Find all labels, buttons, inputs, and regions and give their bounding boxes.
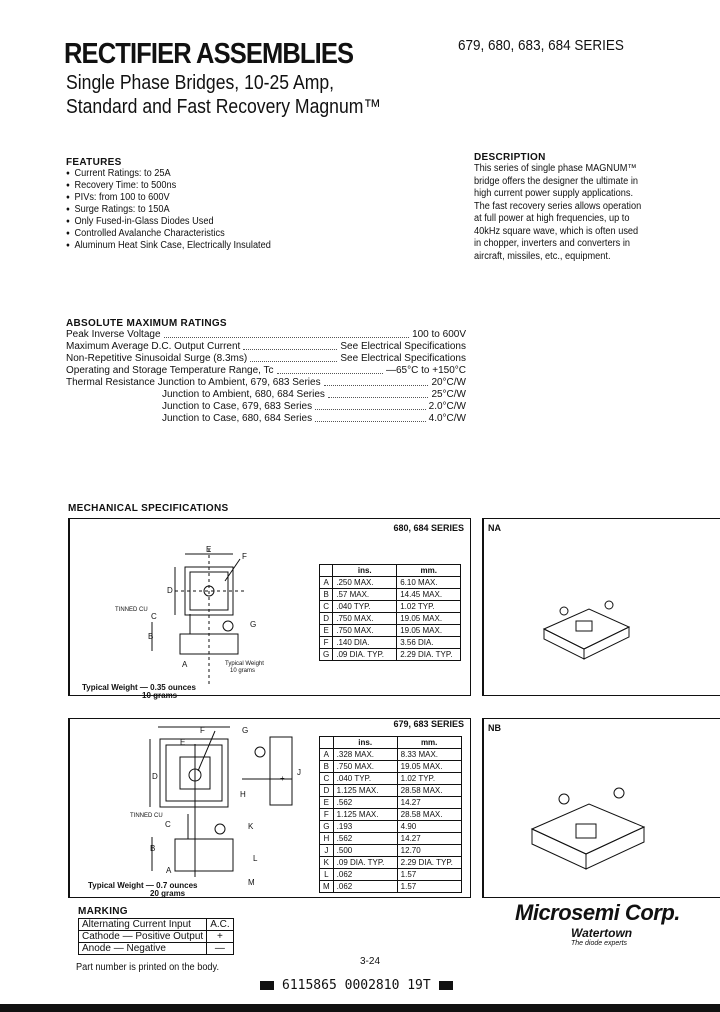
table-header-row: [320, 737, 462, 749]
dimension-table-679-683: [319, 736, 462, 893]
table-row: [320, 637, 461, 649]
subtitle-line-2: Standard and Fast Recovery Magnum™: [66, 96, 381, 118]
logo-tagline: The diode experts: [571, 940, 628, 947]
series-title: 679, 683 SERIES: [393, 719, 464, 729]
svg-text:J: J: [297, 768, 301, 777]
dimension-key: L: [320, 869, 334, 881]
rating-label: Operating and Storage Temperature Range, Tc: [66, 365, 274, 376]
logo-text: Microsemi Corp.: [515, 900, 680, 925]
barcode-block: [260, 981, 274, 990]
svg-text:G: G: [250, 620, 257, 629]
marking-row: [79, 943, 234, 955]
dimension-mm: 28.58 MAX.: [397, 809, 461, 821]
description-line: aircraft, missiles, etc., equipment.: [474, 250, 611, 262]
table-row: [320, 577, 461, 589]
dimension-key: C: [320, 601, 333, 613]
table-row: [320, 773, 462, 785]
leader-dots: [315, 401, 426, 410]
svg-text:C: C: [165, 820, 171, 829]
svg-text:F: F: [242, 552, 247, 561]
dimension-inches: .062: [333, 881, 397, 893]
dimension-mm: 12.70: [397, 845, 461, 857]
dimension-key: J: [320, 845, 334, 857]
feature-item: ● Recovery Time: to 500ns: [66, 180, 271, 192]
photo-label-na: NA: [488, 523, 501, 533]
dimension-key: D: [320, 785, 334, 797]
rating-value: 100 to 600V: [412, 329, 466, 340]
dimension-mm: 2.29 DIA. TYP.: [397, 857, 461, 869]
dimension-inches: .062: [333, 869, 397, 881]
weight-grams: 10 grams: [142, 691, 178, 700]
marking-row: [79, 919, 234, 931]
dimension-key: A: [320, 577, 333, 589]
feature-item: ● PIVs: from 100 to 600V: [66, 192, 271, 204]
leader-dots: [277, 365, 383, 374]
dimension-key: F: [320, 809, 334, 821]
rating-value: 25°C/W: [431, 389, 466, 400]
table-row: [320, 809, 462, 821]
dimension-key: D: [320, 613, 333, 625]
package-680-684-panel: [68, 518, 471, 700]
rating-row: [66, 413, 466, 425]
table-header-row: [320, 565, 461, 577]
rating-row: [66, 377, 466, 389]
marking-table: [78, 918, 234, 955]
feature-item: ● Aluminum Heat Sink Case, Electrically Insulated: [66, 240, 271, 252]
outline-drawing-679-683: [70, 719, 320, 899]
svg-text:B: B: [150, 844, 156, 853]
description-line: in chopper, inverters and converters in: [474, 238, 630, 249]
leader-dots: [243, 341, 337, 350]
rating-row: [66, 389, 466, 401]
dimension-mm: 14.27: [397, 833, 461, 845]
table-row: [320, 857, 462, 869]
table-row: [320, 613, 461, 625]
rating-row: [66, 365, 466, 377]
dimension-mm: 2.29 DIA. TYP.: [397, 649, 461, 661]
table-row: [320, 649, 461, 661]
photo-label-nb: NB: [488, 723, 501, 733]
package-679-683-panel: [68, 718, 471, 898]
svg-text:A: A: [182, 660, 188, 669]
description-line: high current power supply applications.: [474, 188, 634, 199]
features-section: [66, 157, 289, 252]
svg-text:H: H: [240, 790, 246, 799]
svg-text:D: D: [167, 586, 173, 595]
dimension-key: A: [320, 749, 334, 761]
dimension-inches: 1.125 MAX.: [333, 785, 397, 797]
dimension-key: C: [320, 773, 334, 785]
dimension-key: G: [320, 821, 334, 833]
description-line: at full power at high frequencies, up to: [474, 213, 630, 224]
features-heading: FEATURES: [66, 157, 122, 168]
package-nb-photo: [524, 769, 654, 879]
dimension-mm: 8.33 MAX.: [397, 749, 461, 761]
description-line: The fast recovery series allows operation: [474, 200, 642, 212]
rating-label: Junction to Case, 680, 684 Series: [162, 413, 313, 424]
dimension-inches: .562: [333, 797, 397, 809]
marking-description: Alternating Current Input: [79, 919, 207, 931]
dimension-key: B: [320, 761, 334, 773]
dimension-inches: .09 DIA. TYP.: [333, 649, 397, 661]
dimension-mm: 1.57: [397, 869, 461, 881]
feature-item: ● Only Fused-in-Glass Diodes Used: [66, 216, 271, 228]
features-list: [66, 168, 271, 252]
series-label: 679, 680, 683, 684 SERIES: [458, 37, 624, 54]
dimension-key: H: [320, 833, 334, 845]
mechanical-heading: MECHANICAL SPECIFICATIONS: [68, 503, 229, 514]
description-line: This series of single phase MAGNUM™: [474, 163, 637, 174]
dimension-table-680-684: [319, 564, 461, 661]
rating-value: 2.0°C/W: [428, 401, 466, 412]
dimension-mm: 19.05 MAX.: [397, 613, 461, 625]
rating-label: Thermal Resistance Junction to Ambient, 679, 683 Series: [66, 377, 321, 388]
header-blank: [320, 565, 333, 577]
microsemi-logo: [515, 900, 680, 947]
feature-item: ● Surge Ratings: to 150A: [66, 204, 271, 216]
dimension-inches: .562: [333, 833, 397, 845]
rating-label: Junction to Ambient, 680, 684 Series: [162, 389, 325, 400]
page-number: 3-24: [360, 956, 381, 967]
header-mm: mm.: [397, 565, 461, 577]
leader-dots: [324, 377, 429, 386]
marking-heading: MARKING: [78, 906, 128, 917]
table-row: [320, 589, 461, 601]
weight-ounces: Typical Weight — 0.7 ounces: [88, 881, 198, 890]
description-section: [474, 152, 704, 263]
dimension-mm: 6.10 MAX.: [397, 577, 461, 589]
dimension-key: E: [320, 625, 333, 637]
table-row: [320, 869, 462, 881]
page-title: RECTIFIER ASSEMBLIES: [64, 38, 354, 70]
dimension-inches: .250 MAX.: [333, 577, 397, 589]
rating-value: —65°C to +150°C: [386, 365, 466, 376]
marking-symbol: +: [207, 931, 233, 943]
dimension-inches: .500: [333, 845, 397, 857]
rating-row: [66, 341, 466, 353]
typical-weight: [88, 882, 198, 898]
description-line: 40kHz square wave, which is often used: [474, 225, 639, 237]
table-row: [320, 785, 462, 797]
leader-dots: [315, 413, 426, 422]
feature-item: ● Current Ratings: to 25A: [66, 168, 271, 180]
dimension-mm: 1.57: [397, 881, 461, 893]
dimension-mm: 4.90: [397, 821, 461, 833]
svg-text:L: L: [253, 854, 258, 863]
rating-label: Peak Inverse Voltage: [66, 329, 161, 340]
weight-ounces: Typical Weight — 0.35 ounces: [82, 683, 196, 692]
dimension-inches: .140 DIA.: [333, 637, 397, 649]
dimension-mm: 19.05 MAX.: [397, 761, 461, 773]
svg-text:G: G: [242, 726, 249, 735]
header-inches: ins.: [333, 737, 397, 749]
marking-row: [79, 931, 234, 943]
svg-text:A: A: [166, 866, 172, 875]
typical-weight: [82, 684, 196, 700]
marking-description: Cathode — Positive Output: [79, 931, 207, 943]
package-nb-photo-panel: [482, 718, 720, 898]
rating-label: Non-Repetitive Sinusoidal Surge (8.3ms): [66, 353, 248, 364]
rating-value: See Electrical Specifications: [340, 353, 466, 364]
rating-value: 20°C/W: [431, 377, 466, 388]
dimension-inches: .750 MAX.: [333, 761, 397, 773]
svg-text:K: K: [248, 822, 254, 831]
dimension-key: G: [320, 649, 333, 661]
leader-dots: [250, 353, 337, 362]
rating-value: See Electrical Specifications: [340, 341, 466, 352]
description-line: bridge offers the designer the ultimate in: [474, 175, 639, 187]
bottom-edge: [0, 1004, 720, 1012]
barcode-line: [260, 978, 453, 993]
svg-text:E: E: [206, 545, 212, 554]
rating-label: Junction to Case, 679, 683 Series: [162, 401, 313, 412]
table-row: [320, 845, 462, 857]
series-title: 680, 684 SERIES: [393, 523, 464, 533]
table-row: [320, 821, 462, 833]
dimension-mm: 19.05 MAX.: [397, 625, 461, 637]
dimension-inches: 1.125 MAX.: [333, 809, 397, 821]
leader-dots: [164, 329, 410, 338]
dimension-key: E: [320, 797, 334, 809]
dimension-inches: .57 MAX.: [333, 589, 397, 601]
small-weight-label: Typical Weight: [225, 661, 264, 667]
table-row: [320, 625, 461, 637]
tinned-cu-label: TINNED CU: [115, 607, 148, 613]
dimension-key: F: [320, 637, 333, 649]
dimension-mm: 14.45 MAX.: [397, 589, 461, 601]
header-blank: [320, 737, 334, 749]
dimension-inches: .328 MAX.: [333, 749, 397, 761]
ratings-heading: ABSOLUTE MAXIMUM RATINGS: [66, 318, 227, 329]
table-row: [320, 749, 462, 761]
leader-dots: [328, 389, 429, 398]
dimension-mm: 1.02 TYP.: [397, 773, 461, 785]
rating-label: Maximum Average D.C. Output Current: [66, 341, 241, 352]
rating-row: [66, 329, 466, 341]
svg-text:M: M: [248, 878, 255, 887]
table-row: [320, 881, 462, 893]
svg-text:E: E: [180, 738, 186, 747]
table-row: [320, 797, 462, 809]
feature-item: ● Controlled Avalanche Characteristics: [66, 228, 271, 240]
svg-text:B: B: [148, 632, 154, 641]
tinned-cu-label: TINNED CU: [130, 813, 163, 819]
table-row: [320, 601, 461, 613]
dimension-inches: .040 TYP.: [333, 601, 397, 613]
marking-symbol: A.C.: [207, 919, 233, 931]
rating-row: [66, 353, 466, 365]
marking-description: Anode — Negative: [79, 943, 207, 955]
table-row: [320, 761, 462, 773]
rating-row: [66, 401, 466, 413]
rating-value: 4.0°C/W: [428, 413, 466, 424]
package-na-photo-panel: [482, 518, 720, 696]
dimension-inches: .750 MAX.: [333, 625, 397, 637]
dimension-inches: .09 DIA. TYP.: [333, 857, 397, 869]
header-inches: ins.: [333, 565, 397, 577]
ratings-section: [66, 318, 466, 425]
description-heading: DESCRIPTION: [474, 152, 546, 163]
weight-grams: 20 grams: [150, 889, 186, 898]
dimension-mm: 28.58 MAX.: [397, 785, 461, 797]
barcode-block: [439, 981, 453, 990]
header-mm: mm.: [397, 737, 461, 749]
svg-text:D: D: [152, 772, 158, 781]
dimension-inches: .750 MAX.: [333, 613, 397, 625]
table-row: [320, 833, 462, 845]
outline-drawing-680-684: [70, 519, 320, 697]
dimension-inches: .040 TYP.: [333, 773, 397, 785]
dimension-key: B: [320, 589, 333, 601]
dimension-key: K: [320, 857, 334, 869]
svg-text:+: +: [280, 774, 285, 783]
logo-location: Watertown: [571, 926, 633, 940]
marking-symbol: —: [207, 943, 233, 955]
svg-text:F: F: [200, 726, 205, 735]
barcode-number: 6115865 0002810 19T: [282, 978, 431, 993]
svg-text:C: C: [151, 612, 157, 621]
dimension-inches: .193: [333, 821, 397, 833]
small-weight-grams: 10 grams: [230, 668, 256, 674]
subtitle-line-1: Single Phase Bridges, 10-25 Amp,: [66, 72, 335, 94]
dimension-mm: 1.02 TYP.: [397, 601, 461, 613]
dimension-mm: 3.56 DIA.: [397, 637, 461, 649]
marking-note: Part number is printed on the body.: [76, 962, 220, 973]
dimension-mm: 14.27: [397, 797, 461, 809]
package-na-photo: [534, 579, 644, 669]
dimension-key: M: [320, 881, 334, 893]
